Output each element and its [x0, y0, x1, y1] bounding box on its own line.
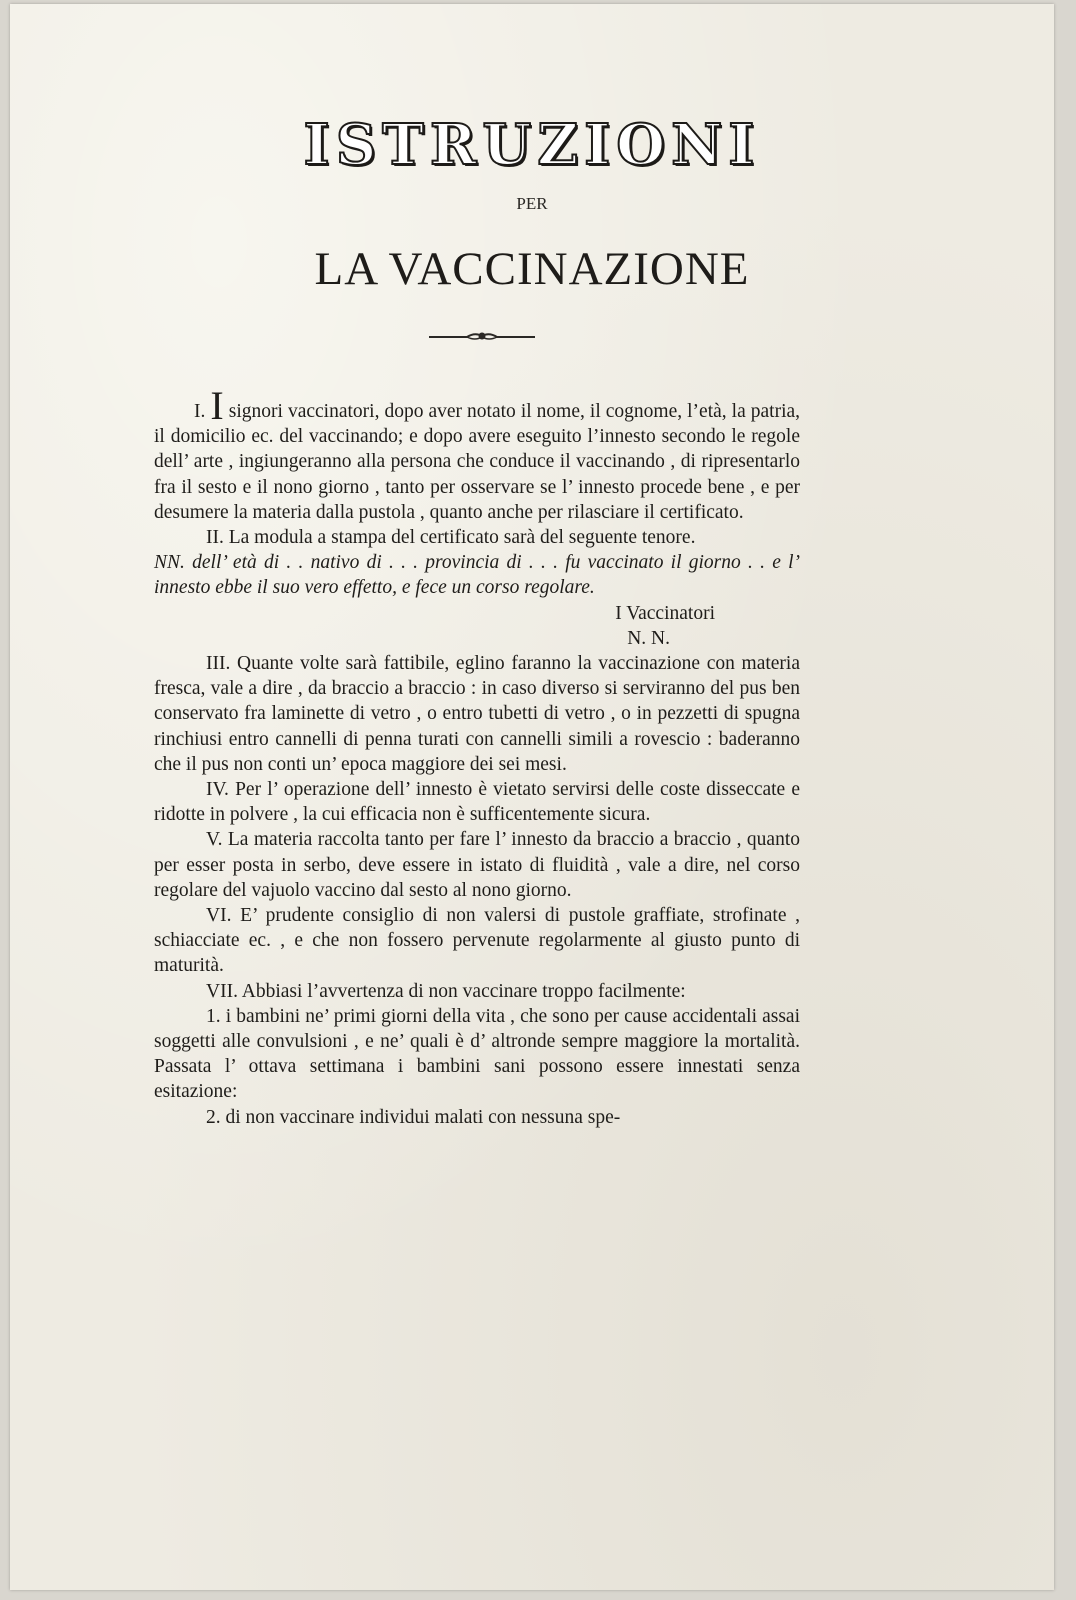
paragraph-5: V. La materia raccolta tanto per fare l’ innesto da braccio a braccio , quanto per esser posta in serbo, deve essere in istato di fluidità , vale a dire, nel corso regolare del vajuolo vaccino dal sesto al nono giorno. — [154, 829, 800, 901]
paragraph-2: II. La modula a stampa del certificato sarà del seguente tenore. — [206, 527, 696, 549]
paragraph-7-item-1: 1. i bambini ne’ primi giorni della vita , che sono per cause accidentali assai soggetti alle convulsioni , e ne’ quali è d’ altronde sempre maggiore la mortalità. Passata l’ ottava settimana i bambini sani possono essere innestati senza esitazione: — [154, 1005, 800, 1103]
paragraph-3: III. Quante volte sarà fattibile, eglino faranno la vaccinazione con materia fresca, vale a dire , da braccio a braccio : in caso diverso si serviranno del pus ben conservato fra laminette di vetro , o entro tubetti di vetro , o in pezzetti di spugna rinchiusi entro cannelli di penna turati con cannelli simili a rovescio : baderanno che il pus non conti un’ epoca maggiore dei sei mesi. — [154, 653, 800, 775]
paragraph-4: IV. Per l’ operazione dell’ innesto è vietato servirsi delle coste disseccate e ridotte in polvere , la cui efficacia non è sufficentemente sicura. — [154, 779, 800, 826]
title-connector: PER — [516, 194, 548, 213]
paragraph-7: VII. Abbiasi l’avvertenza di non vaccinare troppo facilmente: — [206, 980, 686, 1002]
paragraph-1-initial: I — [210, 383, 224, 428]
document-subtitle: LA VACCINAZIONE — [314, 243, 750, 295]
certificate-signature-names: N. N. — [627, 627, 670, 649]
certificate-signature: I Vaccinatori — [615, 602, 715, 624]
document-title: ISTRUZIONI — [303, 112, 761, 178]
certificate-template: NN. dell’ età di . . nativo di . . . provincia di . . . fu vaccinato il giorno . . e l’ innesto ebbe il suo vero effetto, e fece un corso regolare. — [154, 552, 800, 599]
paragraph-1 — [154, 383, 801, 525]
paragraph-1-numeral: I. — [194, 401, 206, 422]
ornamental-divider-icon — [427, 326, 537, 346]
paragraph-6: VI. E’ prudente consiglio di non valersi di pustole graffiate, strofinate , schiacciate ec. , e che non fossero pervenute regolarmente al giusto punto di maturità. — [154, 905, 800, 977]
paragraph-1-text: signori vaccinatori, dopo aver notato il nome, il cognome, l’età, la patria, il domicilio ec. del vaccinando; e dopo avere eseguito l’innesto secondo le regole dell’ arte , ingiungeranno alla persona che conduce il vaccinando , di ripresentarlo fra il sesto e il nono giorno , tanto per osservare se l’ innesto procede bene , e per desumere la materia dalla pustola , quanto anche per rilasciare il certificato. — [154, 401, 801, 523]
document-page — [10, 4, 1054, 1590]
document-body — [154, 383, 801, 1130]
paragraph-7-item-2: 2. di non vaccinare individui malati con nessuna spe- — [206, 1106, 621, 1128]
